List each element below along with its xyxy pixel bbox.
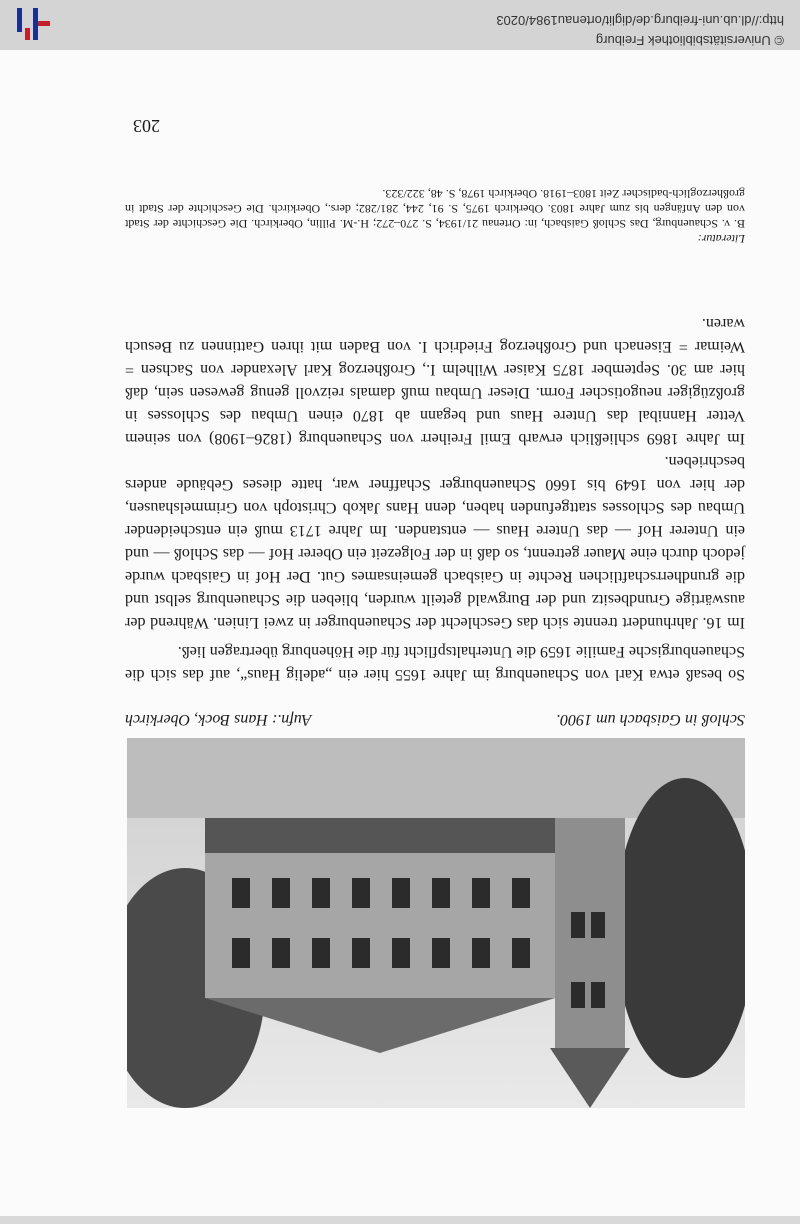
literature-text: B. v. Schauenburg, Das Schloß Gaisbach, in: Ortenau 21/1934, S. 270–272; H.-M. Pillin, Oberkirch. Die Geschichte der Stadt von den Anfängen bis zum Jahre 1803. Oberkirch 1975, S. 91, 244, 281/282; ders., Oberkirch. Die Geschichte der Stadt in großherzoglich-badischer Zeit 1803–1918. Oberkirch 1978, S. 48, 322/323. [125, 187, 745, 231]
paragraph: Im 16. Jahrhundert trennte sich das Geschlecht der Schauenburger in zwei Linien. Während der auswärtige Grundbesitz und der Burgwald geteilt wurden, blieben die Schauenburg selbst und die grundherrschaftlichen Rechte in Gaisbach gemeinsames Gut. Der Hof in Gaisbach wurde jedoch durch eine Mauer getrennt, so daß in der Folgezeit ein Oberer Hof — das Schloß — und ein Unterer Hof — das Untere Haus — entstanden. Im Jahre 1713 muß ein entscheidender Umbau des Schlosses stattgefunden haben, denn Hans Jakob Christoph von Grimmelshausen, der hier von 1649 bis 1660 Schauenburger Schaffner war, hatte dieses Gebäude anders beschrieben. [125, 453, 745, 631]
page-number: 203 [133, 116, 160, 136]
body-text [125, 312, 745, 686]
photo-caption [125, 710, 745, 728]
viewer-footer [0, 0, 800, 50]
copyright-text: © Universitätsbibliothek Freiburg [595, 33, 784, 48]
top-strip [0, 1216, 800, 1224]
castle-photo-image [127, 738, 745, 1108]
page-url-link[interactable]: http://dl.ub.uni-freiburg.de/diglit/ortenau1984/0203 [496, 13, 784, 28]
library-logo-icon [12, 6, 52, 42]
caption-credit: Aufn.: Hans Bock, Oberkirch [125, 711, 312, 728]
caption-title: Schloß in Gaisbach um 1900. [556, 711, 745, 728]
paragraph: Im Jahre 1869 schließlich erwarb Emil Freiherr von Schauenburg (1826–1908) von seinem Vetter Hannibal das Untere Haus und begann ab 1870 einen Umbau des Schlosses in großzügiger neugotischer Form. Dieser Umbau muß damals reizvoll genug gewesen sein, daß hier am 30. September 1875 Kaiser Wilhelm I., Großherzog Karl Alexander von Sachsen = Weimar = Eisenach und Großherzog Friedrich I. von Baden mit ihren Gattinnen zu Besuch waren. [125, 315, 745, 447]
scanned-page [0, 50, 800, 1216]
paragraph: So besaß etwa Karl von Schauenburg im Jahre 1655 hier ein „adelig Haus“, auf das sich die Schauenburgische Familie 1659 die Unterhaltspflicht für die Höhenburg übertragen ließ. [125, 643, 745, 683]
castle-photo [127, 738, 745, 1108]
literature-section [125, 186, 745, 246]
literature-heading: Literatur: [697, 232, 745, 246]
